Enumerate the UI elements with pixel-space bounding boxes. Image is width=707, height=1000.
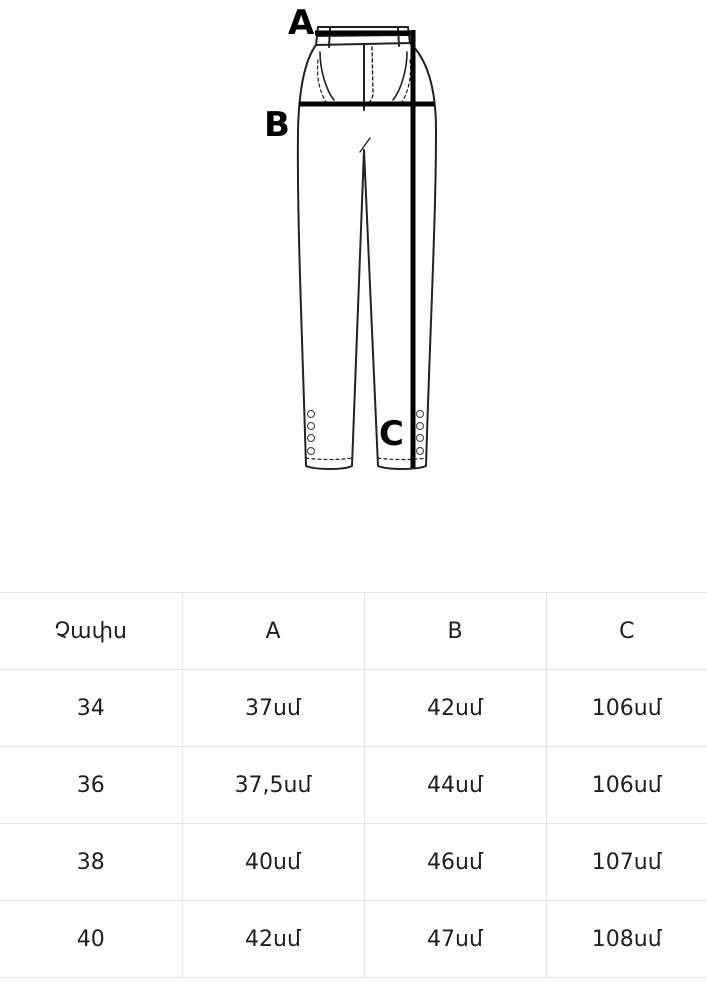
cell-c: 108սմ <box>546 901 707 978</box>
cell-size: 38 <box>0 824 182 901</box>
cell-a: 37սմ <box>182 670 364 747</box>
cell-b: 44սմ <box>364 747 546 824</box>
label-c: C <box>379 414 404 454</box>
cell-size: 36 <box>0 747 182 824</box>
cell-b: 46սմ <box>364 824 546 901</box>
cell-b: 47սմ <box>364 901 546 978</box>
table-row <box>0 901 707 978</box>
header-b: B <box>364 593 546 670</box>
cell-size: 34 <box>0 670 182 747</box>
cell-a: 37,5սմ <box>182 747 364 824</box>
size-table <box>0 592 707 978</box>
header-size: Չափս <box>0 593 182 670</box>
cell-a: 40սմ <box>182 824 364 901</box>
cell-b: 42սմ <box>364 670 546 747</box>
cell-size: 40 <box>0 901 182 978</box>
cell-c: 106սմ <box>546 670 707 747</box>
hem-buttons-left <box>308 411 315 455</box>
table-row <box>0 824 707 901</box>
label-b: B <box>264 105 290 145</box>
table-row <box>0 670 707 747</box>
hem-buttons-right <box>417 411 424 455</box>
table-header-row <box>0 593 707 670</box>
header-a: A <box>182 593 364 670</box>
label-a: A <box>288 3 315 43</box>
table-row <box>0 747 707 824</box>
cell-c: 107սմ <box>546 824 707 901</box>
cell-c: 106սմ <box>546 747 707 824</box>
header-c: C <box>546 593 707 670</box>
cell-a: 42սմ <box>182 901 364 978</box>
